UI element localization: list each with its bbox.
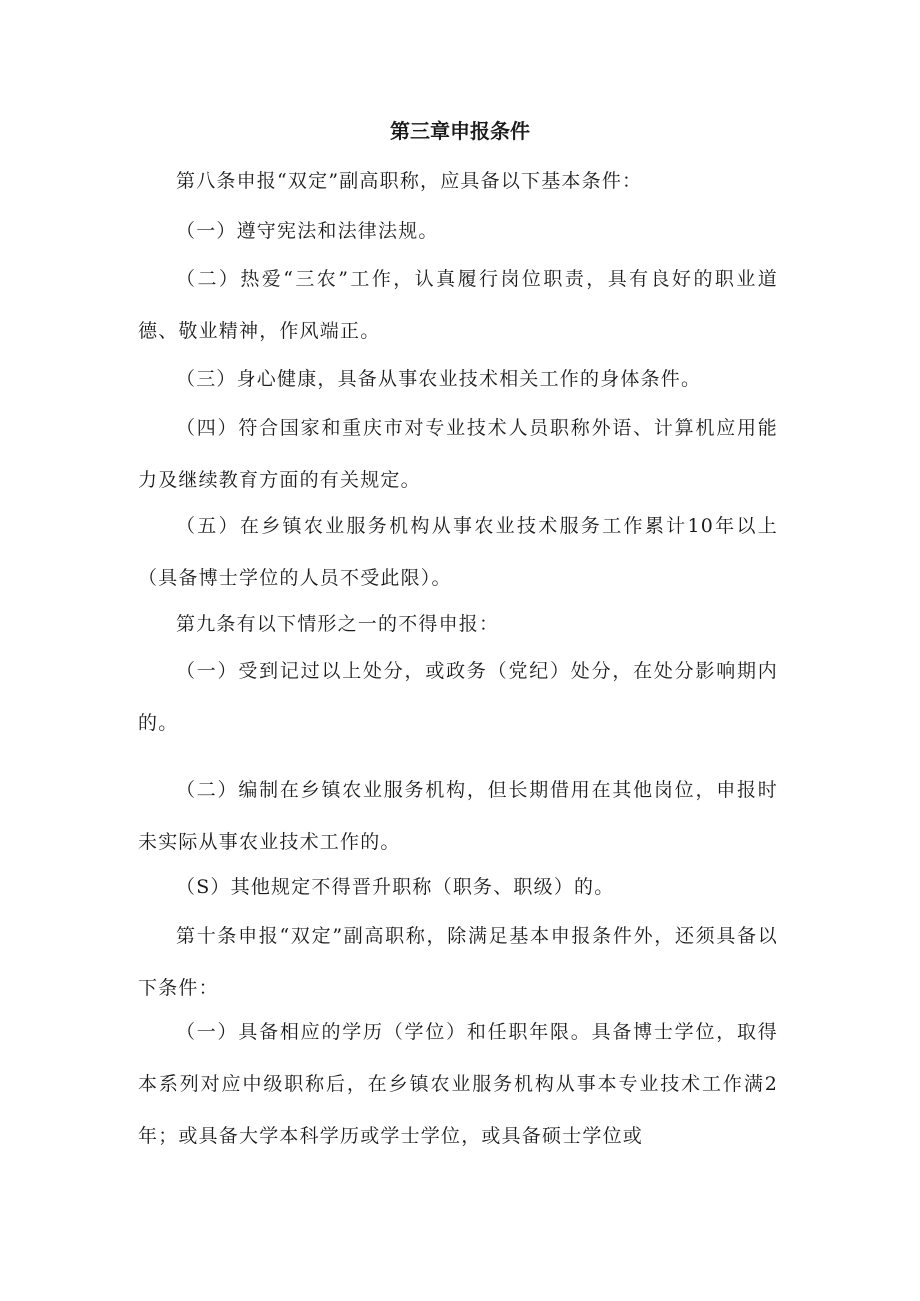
article-8-item-3: （三）身心健康，具备从事农业技术相关工作的身体条件。 (176, 368, 702, 390)
article-8-intro: 第八条申报“双定”副高职称，应具备以下基本条件： (176, 170, 643, 192)
article-8-item-2: （二）热爱“三农”工作，认真履行岗位职责，具有良好的职业道德、敬业精神，作风端正。 (138, 268, 778, 342)
article-10-item-1: （一）具备相应的学历（学位）和任职年限。具备博士学位，取得本系列对应中级职称后，在乡镇农业服务机构从事本专业技术工作满2年；或具备大学本科学历或学士学位，或具备硕士学位或 (138, 1021, 778, 1147)
article-10-intro: 第十条申报“双定”副高职称，除满足基本申报条件外，还须具备以下条件： (138, 925, 778, 999)
article-9-item-2: （二）编制在乡镇农业服务机构，但长期借用在其他岗位，申报时未实际从事农业技术工作的。 (138, 779, 778, 853)
chapter-title: 第三章申报条件 (390, 119, 530, 143)
article-8-item-5: （五）在乡镇农业服务机构从事农业技术服务工作累计10年以上（具备博士学位的人员不受此限）。 (138, 515, 778, 589)
article-9-item-3: （S）其他规定不得晋升职称（职务、职级）的。 (176, 876, 615, 898)
article-9-item-1: （一）受到记过以上处分，或政务（党纪）处分，在处分影响期内的。 (138, 660, 778, 734)
article-9-intro: 第九条有以下情形之一的不得申报： (176, 613, 500, 635)
article-8-item-4: （四）符合国家和重庆市对专业技术人员职称外语、计算机应用能力及继续教育方面的有关规定。 (138, 417, 778, 491)
article-8-item-1: （一）遵守宪法和法律法规。 (176, 220, 439, 242)
